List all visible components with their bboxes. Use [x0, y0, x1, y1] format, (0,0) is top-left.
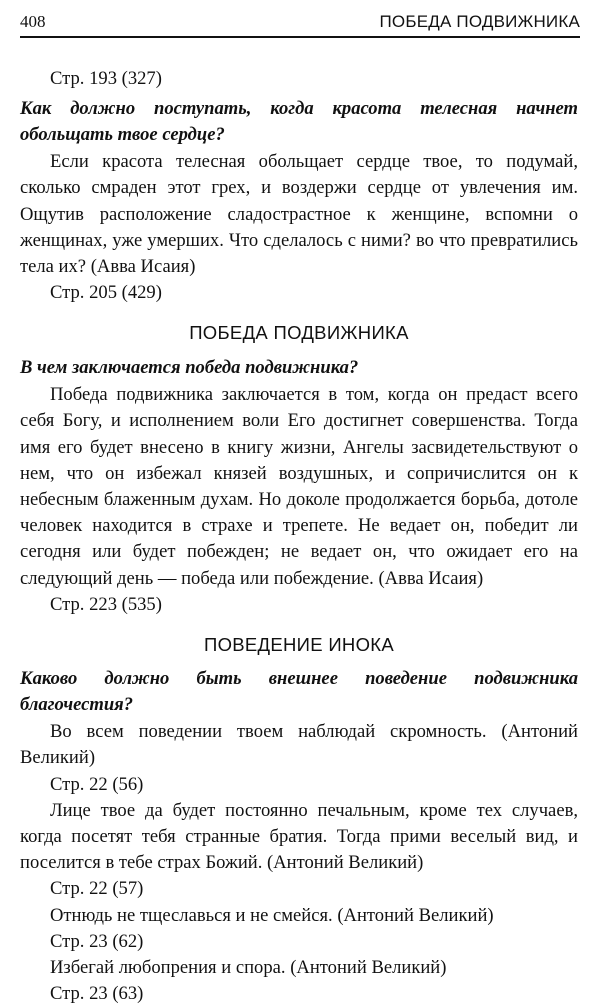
source-reference: Стр. 22 (56) [50, 773, 144, 795]
answer-paragraph: Отнюдь не тщеславься и не смейся. (Антоний Великий) [50, 904, 494, 926]
question-heading: В чем заключается победа подвижника? [20, 356, 359, 378]
page-number: 408 [20, 12, 46, 31]
question-heading: Как должно поступать, когда красота телесная начнет обольщать твое сердце? [20, 98, 578, 145]
running-title: ПОБЕДА ПОДВИЖНИКА [379, 12, 580, 31]
page-header [20, 8, 580, 38]
answer-paragraph: Избегай любопрения и спора. (Антоний Великий) [50, 956, 447, 978]
source-reference: Стр. 193 (327) [50, 68, 162, 89]
source-reference: Стр. 22 (57) [50, 878, 144, 900]
question-heading: Каково должно быть внешнее поведение подвижника благочестия? [20, 668, 578, 715]
source-reference: Стр. 23 (62) [50, 930, 144, 952]
answer-paragraph: Во всем поведении твоем наблюдай скромность. (Антоний Великий) [20, 721, 578, 769]
answer-paragraph: Победа подвижника заключается в том, когда он предаст всего себя Богу, и исполнением воли Его достигнет совершенства. Тогда имя его будет внесено в книгу жизни, Ангелы засвидетельствуют о нем, что он избежал князей воздушных, и сопричислится он к небесным блаженным духам. Но доколе продолжается борьба, дотоле человек находится в страхе и трепете. Не ведает он, победит ли сегодня или будет побежден; не ведает он, что ожидает его на следующий день — победа или побеждение. (Авва Исаия) [20, 384, 578, 589]
section-title: ПОВЕДЕНИЕ ИНОКА [203, 633, 395, 655]
answer-paragraph: Если красота телесная обольщает сердце твое, то подумай, сколько смраден этот грех, и воздержи сердце от увлечения им. Ощутив расположение сладострастное к женщине, вспомни о женщинах, уже умерших. Что сделалось с ними? во что превратились тела их? (Авва Исаия) [20, 151, 578, 278]
answer-paragraph: Лице твое да будет постоянно печальным, кроме тех случаев, когда посетят тебя странные братия. Тогда прими веселый вид, и поселится в тебе страх Божий. (Антоний Великий) [20, 799, 578, 874]
source-reference: Стр. 223 (535) [50, 593, 162, 615]
page-content [20, 66, 578, 1007]
source-reference: Стр. 23 (63) [50, 983, 144, 1005]
source-reference: Стр. 205 (429) [50, 282, 162, 304]
section-title: ПОБЕДА ПОДВИЖНИКА [189, 322, 409, 344]
